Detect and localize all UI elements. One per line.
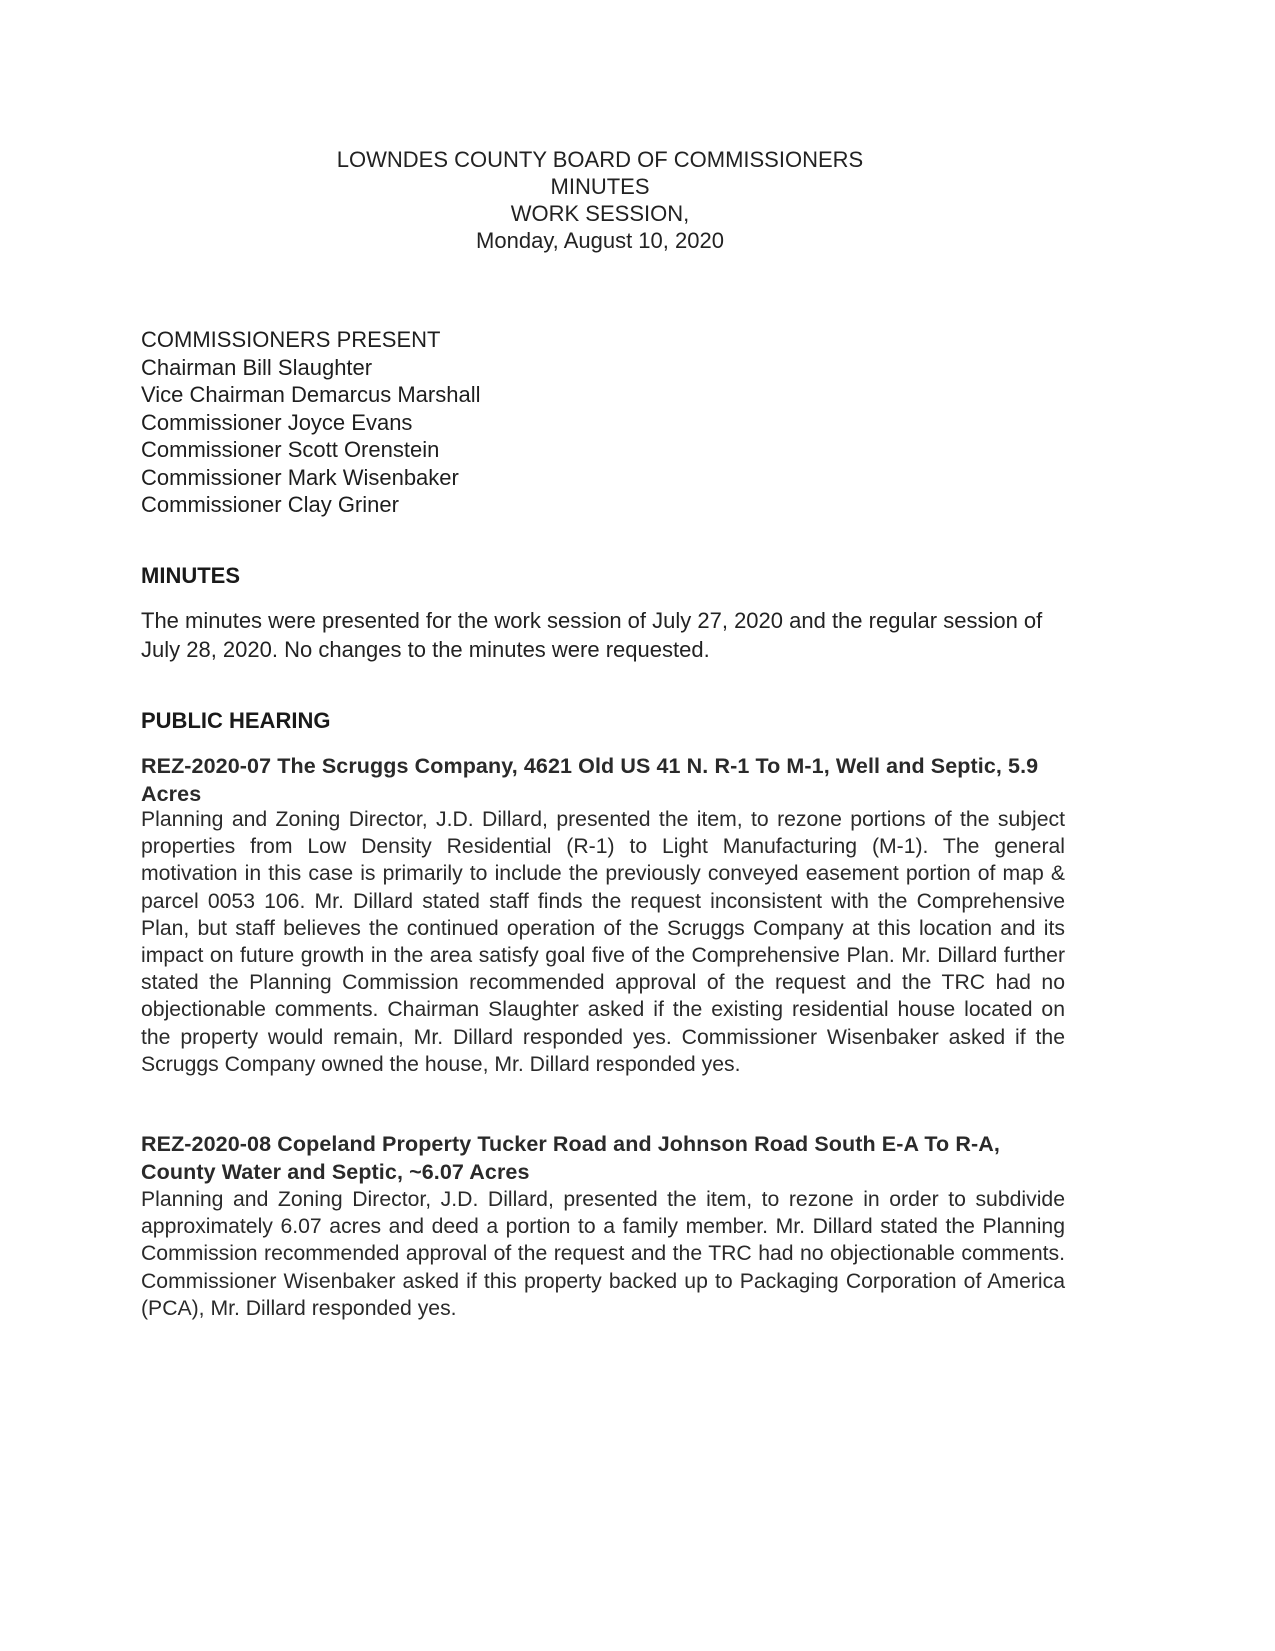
public-hearing-heading: PUBLIC HEARING — [141, 708, 331, 733]
hearing-item-body: Planning and Zoning Director, J.D. Dillard, presented the item, to rezone portions of the subject properties from Low Density Residential (R-1) to Light Manufacturing (M-1). The general motivation in this case is primarily to include the previously conveyed easement portion of map & parcel 0053 106. Mr. Dillard stated staff finds the request inconsistent with the Comprehensive Plan, but staff believes the continued operation of the Scruggs Company at this location and its impact on future growth in the area satisfy goal five of the Comprehensive Plan. Mr. Dillard further stated the Planning Commission recommended approval of the request and the TRC had no objectionable comments. Chairman Slaughter asked if the existing residential house located on the property would remain, Mr. Dillard responded yes. Commissioner Wisenbaker asked if the Scruggs Company owned the house, Mr. Dillard responded yes. — [141, 808, 1065, 1076]
commissioners-heading: COMMISSIONERS PRESENT — [141, 327, 441, 352]
member-item: Commissioner Clay Griner — [141, 492, 399, 517]
commissioners-present — [141, 326, 481, 519]
doc-type: MINUTES — [550, 174, 650, 199]
session-type: WORK SESSION, — [510, 201, 690, 226]
member-item: Commissioner Mark Wisenbaker — [141, 464, 459, 490]
org-title: LOWNDES COUNTY BOARD OF COMMISSIONERS — [336, 147, 864, 172]
document-header — [0, 146, 1200, 254]
hearing-item-body: Planning and Zoning Director, J.D. Dillard, presented the item, to rezone in order to subdivide approximately 6.07 acres and deed a portion to a family member. Mr. Dillard stated the Planning Commission recommended approval of the request and the TRC had no objectionable comments. Commissioner Wisenbaker asked if this property backed up to Packaging Corporation of America (PCA), Mr. Dillard responded yes. — [141, 1188, 1065, 1320]
minutes-heading: MINUTES — [141, 563, 240, 588]
minutes-text: The minutes were presented for the work session of July 27, 2020 and the regular session of July 28, 2020. No changes to the minutes were requested. — [141, 608, 1043, 662]
hearing-item-title: REZ-2020-07 The Scruggs Company, 4621 Old US 41 N. R-1 To M-1, Well and Septic, 5.9 Acres — [141, 754, 1039, 806]
member-item: Commissioner Joyce Evans — [141, 409, 413, 435]
meeting-date: Monday, August 10, 2020 — [476, 228, 724, 253]
member-item: Chairman Bill Slaughter — [141, 354, 373, 380]
member-item: Commissioner Scott Orenstein — [141, 437, 440, 462]
member-item: Vice Chairman Demarcus Marshall — [141, 382, 481, 407]
hearing-item-title: REZ-2020-08 Copeland Property Tucker Road and Johnson Road South E-A To R-A, County Water and Septic, ~6.07 Acres — [141, 1132, 1000, 1184]
